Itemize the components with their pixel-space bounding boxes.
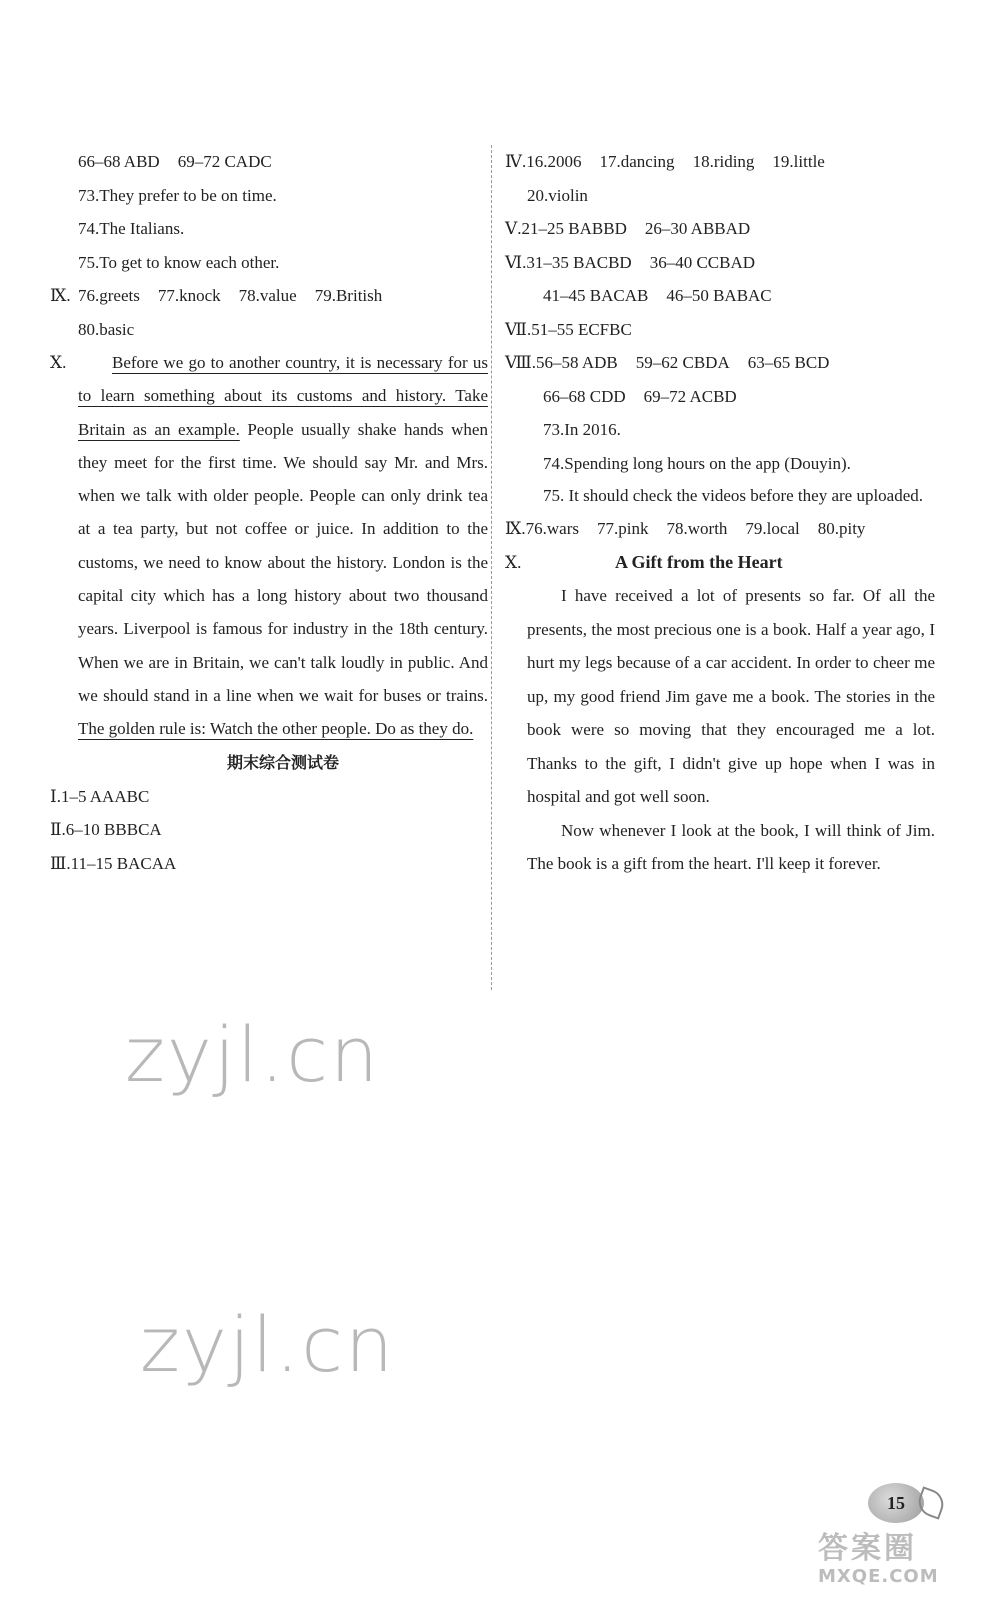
answer-line: Ⅰ.1–5 AAABC xyxy=(50,786,150,806)
answer-line: 73.They prefer to be on time. xyxy=(78,185,277,205)
section-v-line: Ⅴ.21–25 BABBD 26–30 ABBAD xyxy=(505,219,751,238)
site-logo-stamp xyxy=(818,1532,970,1594)
essay-title-row xyxy=(505,546,935,580)
answer-line: Ⅲ.11–15 BACAA xyxy=(50,853,177,873)
answer-line: 66–68 ABD 69–72 CADC xyxy=(78,152,272,171)
section-vii-line: Ⅶ.51–55 ECFBC xyxy=(505,319,632,339)
underlined-opening: Before we go to another country, it is necessary for us to learn something about its customs and history. Take Britain as an example. xyxy=(78,353,488,439)
underlined-golden-rule: The golden rule is: Watch the other people. Do as they do. xyxy=(78,719,474,739)
section-ix-line: Ⅸ.76.wars 77.pink 78.worth 79.local 80.pity xyxy=(505,519,866,538)
answer-line: 74.The Italians. xyxy=(78,219,185,238)
essay-title: A Gift from the Heart xyxy=(615,551,783,572)
answer-line: 73.In 2016. xyxy=(543,420,621,439)
answer-line: 41–45 BACAB 46–50 BABAC xyxy=(543,286,772,305)
answer-line: 75. It should check the videos before they are uploaded. xyxy=(543,486,924,505)
answer-line: 75.To get to know each other. xyxy=(78,252,280,272)
section-vi-line: Ⅵ.31–35 BACBD 36–40 CCBAD xyxy=(505,252,756,272)
answer-line: 66–68 CDD 69–72 ACBD xyxy=(543,386,737,406)
stamp-bottom-text: MXQE.COM xyxy=(818,1566,939,1587)
essay-paragraph: Now whenever I look at the book, I will think of Jim. The book is a gift from the heart. I'll keep it forever. xyxy=(527,820,935,873)
answer-line: 80.basic xyxy=(78,319,135,339)
essay-paragraph: I have received a lot of presents so far. Of all the presents, the most precious one is a book. Half a year ago, I hurt my legs because of a car accident. In order to cheer me up, my good friend Jim gave me a book. The stories in the book were so moving that they encouraged me a lot. Thanks to the gift, I didn't give up hope when I was in hospital and got well soon. xyxy=(527,586,935,806)
stamp-top-text: 答案圈 xyxy=(818,1531,917,1566)
section-x-number: Ⅹ. xyxy=(50,353,67,372)
section-title: 期末综合测试卷 xyxy=(226,752,339,772)
left-column xyxy=(50,145,488,880)
watermark: zyjl.cn xyxy=(140,1300,396,1389)
essay-paragraph xyxy=(50,346,488,746)
page-number-badge xyxy=(868,1483,924,1523)
section-x-essay xyxy=(50,346,488,746)
right-column xyxy=(505,145,935,881)
essay-body: People usually shake hands when they meet for the first time. We should say Mr. and Mrs. when we talk with older people. People can only drink tea at a tea party, but not coffee or juice. In addition to the customs, we need to know about the history. London is the capital city which has a long history about two thousand years. Liverpool is famous for industry in the 18th century. When we are in Britain, we can't talk loudly in public. And we should stand in a line when we wait for buses or trains. xyxy=(78,419,488,705)
answer-line: Ⅱ.6–10 BBBCA xyxy=(50,820,162,840)
section-iv-line: Ⅳ.16.2006 17.dancing 18.riding 19.little xyxy=(505,152,825,171)
section-x-number: Ⅹ. xyxy=(505,552,522,572)
answer-line: 74.Spending long hours on the app (Douyin). xyxy=(543,453,851,473)
answer-line: 20.violin xyxy=(527,185,588,205)
page-number: 15 xyxy=(887,1492,905,1513)
column-divider xyxy=(491,145,492,990)
section-viii-line: Ⅷ.56–58 ADB 59–62 CBDA 63–65 BCD xyxy=(505,353,830,372)
watermark: zyjl.cn xyxy=(125,1010,381,1099)
section-ix-line: Ⅸ. 76.greets 77.knock 78.value 79.British xyxy=(50,286,383,305)
